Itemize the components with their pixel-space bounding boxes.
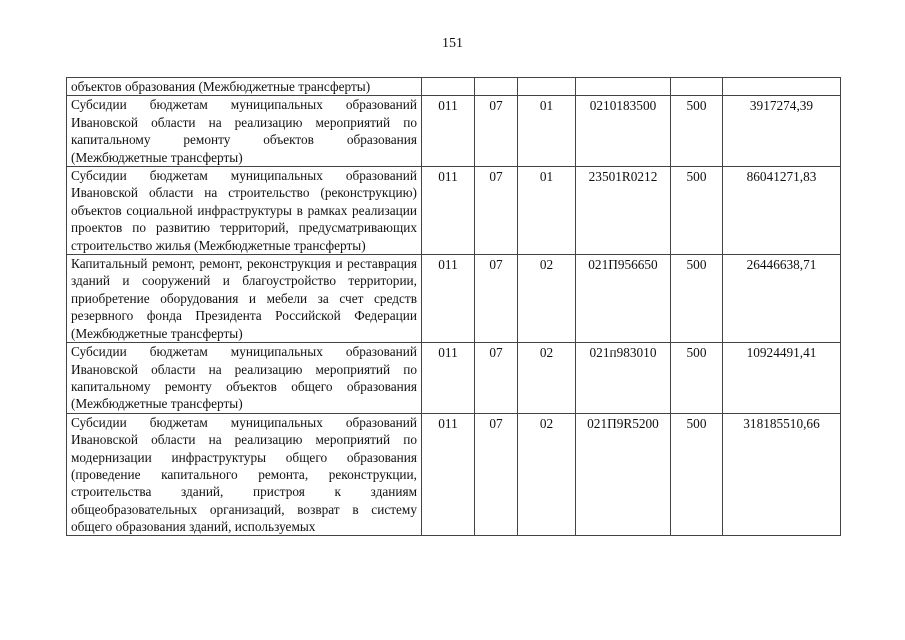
row-description: Субсидии бюджетам муниципальных образований Ивановской области на реализацию мероприятий по капитальному ремонту объектов общего образования (Межбюджетные трансферты) — [67, 343, 422, 414]
expense-type-code: 500 — [671, 413, 723, 535]
budget-table — [66, 77, 841, 536]
row-description: Субсидии бюджетам муниципальных образований Ивановской области на строительство (реконструкцию) объектов социальной инфраструктуры в рамках реализации проектов по развитию территорий, предусматривающих строительство жилья (Межбюджетные трансферты) — [67, 167, 422, 255]
ministry-code: 011 — [422, 255, 475, 343]
section-code: 07 — [475, 167, 518, 255]
subsection-code: 01 — [518, 167, 576, 255]
amount: 86041271,83 — [723, 167, 841, 255]
section-code — [475, 78, 518, 96]
target-article-code — [576, 78, 671, 96]
table-row — [67, 167, 841, 255]
amount: 26446638,71 — [723, 255, 841, 343]
table-row — [67, 343, 841, 414]
row-description-cell — [67, 413, 422, 535]
target-article-code: 0210183500 — [576, 96, 671, 167]
amount: 3917274,39 — [723, 96, 841, 167]
row-description: Субсидии бюджетам муниципальных образований Ивановской области на реализацию мероприятий по капитальному ремонту объектов образования (Межбюджетные трансферты) — [67, 96, 422, 167]
target-article-code: 021П9R5200 — [576, 413, 671, 535]
target-article-code: 021п983010 — [576, 343, 671, 414]
table-row — [67, 413, 841, 535]
amount: 10924491,41 — [723, 343, 841, 414]
expense-type-code: 500 — [671, 96, 723, 167]
target-article-code: 021П956650 — [576, 255, 671, 343]
subsection-code: 02 — [518, 255, 576, 343]
amount: 318185510,66 — [723, 413, 841, 535]
section-code: 07 — [475, 343, 518, 414]
section-code: 07 — [475, 255, 518, 343]
subsection-code — [518, 78, 576, 96]
table-row — [67, 255, 841, 343]
ministry-code: 011 — [422, 96, 475, 167]
table-row — [67, 96, 841, 167]
row-description: Капитальный ремонт, ремонт, реконструкция и реставрация зданий и сооружений и благоустройство территории, приобретение оборудования и мебели за счет средств резервного фонда Президента Российской Федерации (Межбюджетные трансферты) — [67, 255, 422, 343]
ministry-code: 011 — [422, 167, 475, 255]
row-description: Субсидии бюджетам муниципальных образований Ивановской области на реализацию мероприятий по модернизации инфраструктуры общего образования (проведение капитального ремонта, реконструкции, строительства зданий, пристроя к зданиям общеобразовательных организаций, возврат в систему общего образования зданий, используемых — [71, 414, 417, 535]
expense-type-code: 500 — [671, 167, 723, 255]
page-number: 151 — [442, 36, 463, 51]
expense-type-code — [671, 78, 723, 96]
ministry-code — [422, 78, 475, 96]
subsection-code: 01 — [518, 96, 576, 167]
target-article-code: 23501R0212 — [576, 167, 671, 255]
ministry-code: 011 — [422, 413, 475, 535]
subsection-code: 02 — [518, 343, 576, 414]
subsection-code: 02 — [518, 413, 576, 535]
table-row — [67, 78, 841, 96]
ministry-code: 011 — [422, 343, 475, 414]
expense-type-code: 500 — [671, 255, 723, 343]
row-description: объектов образования (Межбюджетные трансферты) — [67, 78, 422, 96]
amount — [723, 78, 841, 96]
expense-type-code: 500 — [671, 343, 723, 414]
section-code: 07 — [475, 413, 518, 535]
section-code: 07 — [475, 96, 518, 167]
